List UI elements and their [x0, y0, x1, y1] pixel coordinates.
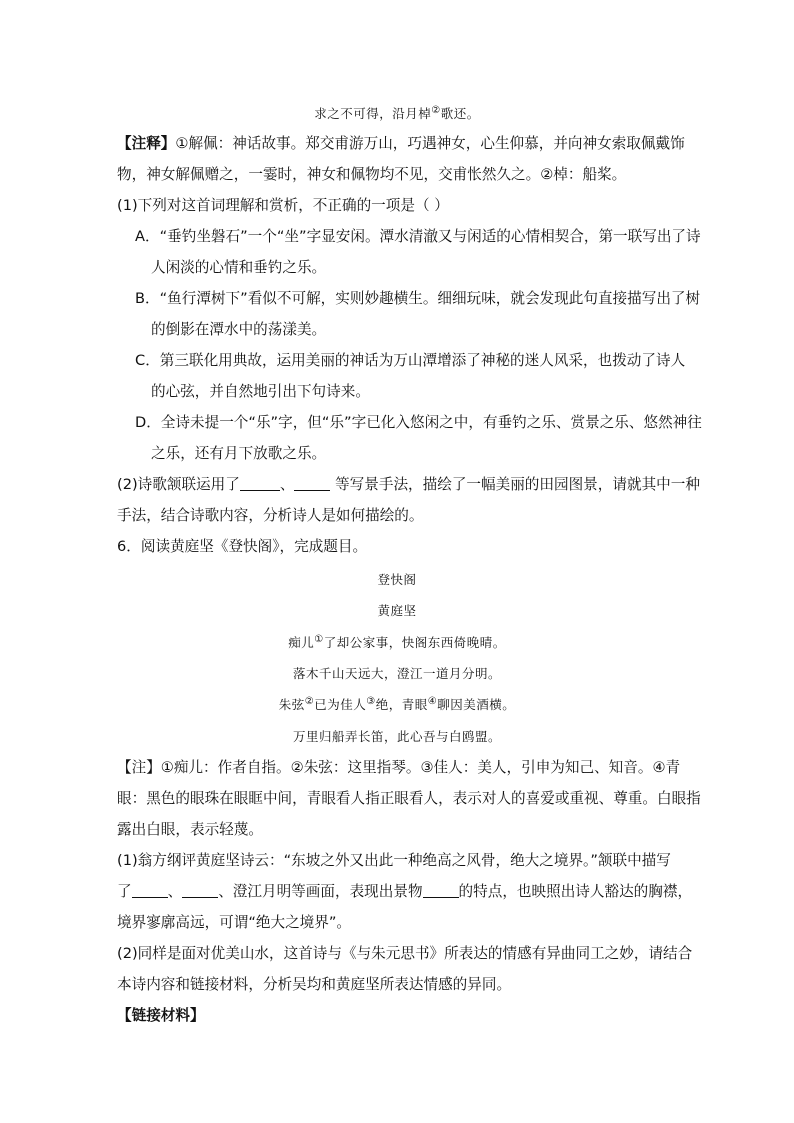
question-text: 、澄江月明等画面，表现出景物 — [218, 883, 423, 900]
poem-title: 登快阁 — [377, 572, 417, 587]
note-text: ①解佩：神话故事。郑交甫游万山，巧遇神女，心生仰慕，并向神女索取佩戴饰 — [175, 135, 685, 152]
poem-text: 已为佳人 — [314, 697, 367, 712]
poem-line-3 — [0, 695, 794, 715]
poem-line-1 — [0, 633, 794, 653]
link-material-heading: 【链接材料】 — [117, 1007, 205, 1024]
answer-blank[interactable] — [423, 883, 459, 898]
poem-author: 黄庭坚 — [377, 603, 417, 618]
answer-blank[interactable] — [294, 476, 330, 491]
poem-text: 聊因美酒横。 — [437, 697, 516, 712]
poem-text: 朱弦 — [278, 697, 305, 712]
question-text: 了 — [117, 883, 132, 900]
note-marker: ④ — [427, 695, 438, 707]
separator: 、 — [279, 476, 295, 493]
q6-note-line-1: 【注】①痴儿：作者自指。②朱弦：这里指琴。③佳人：美人，引申为知己、知音。④青 — [117, 759, 681, 776]
option-c-line-2: 的心弦，并自然地引出下句诗来。 — [151, 383, 370, 400]
q6-stem: 6．阅读黄庭坚《登快阁》，完成题目。 — [117, 538, 368, 555]
option-d-line-1: D．全诗未提一个“乐”字，但“乐”字已化入悠闲之中，有垂钓之乐、赏景之乐、悠然神往 — [135, 414, 702, 431]
note-marker: ① — [314, 633, 324, 645]
poem-text: 绝，青眼 — [375, 697, 428, 712]
q5-sub1-stem: (1)下列对这首词理解和赏析，不正确的一项是（ ） — [117, 197, 449, 214]
q6-sub1-line-1: (1)翁方纲评黄庭坚诗云：“东坡之外又出此一种绝高之风骨，绝大之境界。”颔联中描写 — [117, 852, 671, 869]
option-a-line-1: A．“垂钓坐磐石”一个“坐”字显安闲。潭水清澈又与闲适的心情相契合，第一联写出了诗 — [135, 228, 701, 245]
note-marker: ③ — [366, 695, 376, 707]
q5-sub2-line-1 — [117, 475, 700, 495]
note-marker: ② — [431, 104, 441, 116]
poem-line-2: 落木千山天远大，澄江一道月分明。 — [292, 666, 501, 681]
separator: 、 — [167, 883, 183, 900]
q6-note-line-2: 眼：黑色的眼珠在眼眶中间，青眼看人指正眼看人，表示对人的喜爱或重视、尊重。白眼指 — [117, 790, 701, 807]
q5-sub2-line-2: 手法，结合诗歌内容，分析诗人是如何描绘的。 — [117, 507, 424, 524]
poem-text: 了却公家事，快阁东西倚晚晴。 — [323, 635, 506, 650]
q6-note-line-3: 露出白眼，表示轻蔑。 — [117, 821, 263, 838]
option-d-line-2: 之乐，还有月下放歌之乐。 — [151, 445, 327, 462]
poem-text: 求之不可得，沿月棹 — [314, 106, 432, 121]
option-c-line-1: C．第三联化用典故，运用美丽的神话为万山潭增添了神秘的迷人风采，也拨动了诗人 — [135, 352, 686, 369]
answer-blank[interactable] — [182, 883, 218, 898]
option-b-line-1: B．“鱼行潭树下”看似不可解，实则妙趣横生。细细玩味，就会发现此句直接描写出了树 — [135, 290, 701, 307]
poem-text: 痴儿 — [288, 635, 315, 650]
question-text: 的特点，也映照出诗人豁达的胸襟， — [458, 883, 693, 900]
option-b-line-2: 的倒影在潭水中的荡漾美。 — [151, 321, 327, 338]
poem-line-top — [0, 104, 794, 124]
q6-sub1-line-2 — [117, 882, 693, 902]
q6-sub1-line-3: 境界寥廓高远，可谓“绝大之境界”。 — [117, 914, 352, 931]
q6-sub2-line-1: (2)同样是面对优美山水，这首诗与《与朱元思书》所表达的情感有异曲同工之妙，请结合 — [117, 945, 693, 962]
answer-blank[interactable] — [240, 476, 280, 491]
question-text: (2)诗歌颔联运用了 — [117, 476, 240, 493]
q5-note-line-1 — [117, 134, 685, 154]
question-text: 等写景手法，描绘了一幅美丽的田园图景，请就其中一种 — [330, 476, 700, 493]
q6-sub2-line-2: 本诗内容和链接材料，分析吴均和黄庭坚所表达情感的异同。 — [117, 976, 512, 993]
poem-line-4: 万里归船弄长笛，此心吾与白鸥盟。 — [292, 729, 501, 744]
note-heading: 【注释】 — [117, 135, 176, 152]
poem-text: 歌还。 — [440, 106, 480, 121]
note-marker: ② — [304, 695, 315, 707]
q5-note-line-2: 物，神女解佩赠之，一霎时，神女和佩物均不见，交甫怅然久之。②棹：船桨。 — [117, 166, 627, 183]
answer-blank[interactable] — [132, 883, 168, 898]
option-a-line-2: 人闲淡的心情和垂钓之乐。 — [151, 259, 327, 276]
